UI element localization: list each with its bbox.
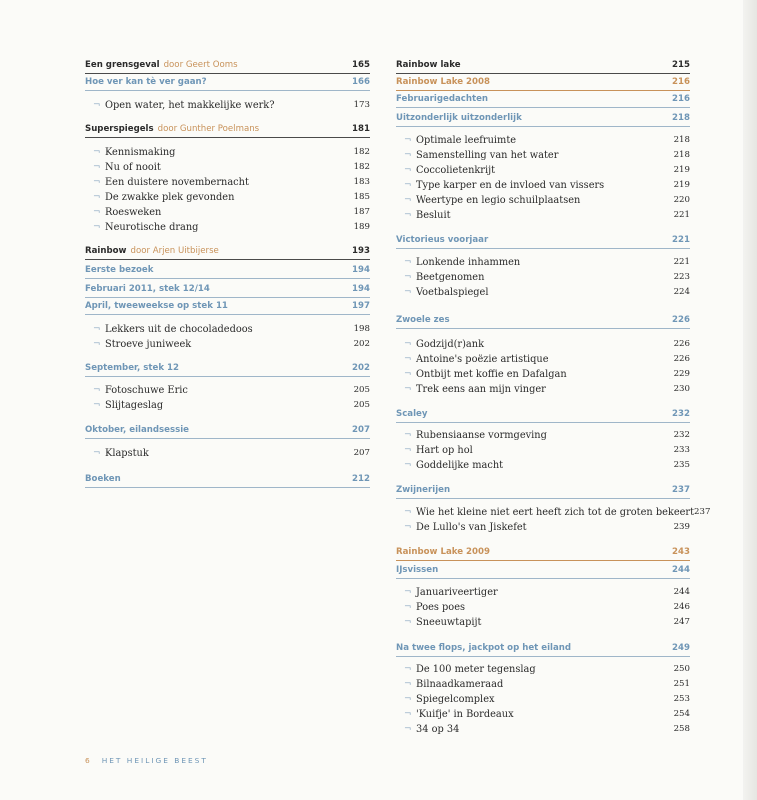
toc-page-number: 223 xyxy=(673,272,690,282)
toc-title: Lonkende inhammen xyxy=(416,257,521,268)
toc-label xyxy=(396,483,450,498)
bullet-icon: ¬ xyxy=(404,195,412,205)
toc-page-number: 221 xyxy=(673,210,690,220)
toc-label xyxy=(85,160,161,175)
toc-title: Klapstuk xyxy=(105,448,149,459)
toc-title: Neurotische drang xyxy=(105,222,199,233)
toc-section-heading xyxy=(396,641,690,657)
toc-section-heading xyxy=(396,111,690,127)
toc-label xyxy=(85,383,188,398)
toc-title: Lekkers uit de chocoladedoos xyxy=(105,324,253,335)
toc-label xyxy=(396,178,604,193)
toc-label xyxy=(396,563,438,578)
toc-entry xyxy=(85,220,370,235)
bullet-icon: ¬ xyxy=(404,709,412,719)
toc-page-number: 232 xyxy=(673,430,690,440)
toc-page-number: 233 xyxy=(673,445,690,455)
toc-page-number: 207 xyxy=(352,425,370,435)
toc-entry xyxy=(396,367,690,382)
toc-label xyxy=(396,75,490,90)
toc-page-number: 205 xyxy=(353,400,370,410)
toc-section-heading xyxy=(85,75,370,91)
toc-title: Februari 2011, stek 12/14 xyxy=(85,284,210,294)
toc-section-heading xyxy=(85,58,370,74)
toc-entry xyxy=(396,133,690,148)
toc-author: door Arjen Uitbijerse xyxy=(130,246,219,256)
toc-title: Nu of nooit xyxy=(105,162,161,173)
toc-entry xyxy=(396,337,690,352)
toc-title: Roesweken xyxy=(105,207,162,218)
toc-label xyxy=(396,313,450,328)
toc-page-number: 230 xyxy=(673,384,690,394)
toc-page-number: 218 xyxy=(672,113,690,123)
bullet-icon: ¬ xyxy=(404,210,412,220)
toc-label xyxy=(396,585,498,600)
bullet-icon: ¬ xyxy=(404,287,412,297)
page-edge xyxy=(743,0,757,800)
toc-title: Optimale leefruimte xyxy=(416,135,517,146)
toc-section-heading xyxy=(396,75,690,91)
toc-entry xyxy=(396,707,690,722)
toc-page-number: 193 xyxy=(352,246,370,256)
toc-label xyxy=(85,361,179,376)
toc-title: Trek eens aan mijn vinger xyxy=(416,384,546,395)
bullet-icon: ¬ xyxy=(404,460,412,470)
toc-page-number: 226 xyxy=(672,315,690,325)
toc-title: Rainbow Lake 2009 xyxy=(396,547,490,557)
toc-label xyxy=(396,692,495,707)
toc-page-number: 258 xyxy=(673,724,690,734)
toc-label xyxy=(85,98,275,113)
toc-title: September, stek 12 xyxy=(85,363,179,373)
toc-title: Sneeuwtapijt xyxy=(416,617,482,628)
toc-page-number: 250 xyxy=(673,664,690,674)
toc-page-number: 237 xyxy=(672,485,690,495)
toc-entry xyxy=(396,193,690,208)
toc-section-heading xyxy=(396,545,690,561)
toc-page-number: 254 xyxy=(673,709,690,719)
toc-label xyxy=(85,175,249,190)
toc-label xyxy=(396,662,536,677)
toc-title: Fotoschuwe Eric xyxy=(105,385,188,396)
toc-page-number: 246 xyxy=(673,602,690,612)
toc-section-heading xyxy=(85,472,370,488)
footer-page-number: 6 xyxy=(85,756,90,765)
bullet-icon: ¬ xyxy=(93,385,101,395)
toc-page-number: 237 xyxy=(694,507,711,517)
toc-entry xyxy=(85,190,370,205)
toc-label xyxy=(85,244,219,259)
bullet-icon: ¬ xyxy=(404,165,412,175)
toc-title: Godzijd(r)ank xyxy=(416,339,485,350)
toc-entry xyxy=(396,148,690,163)
toc-title: Slijtageslag xyxy=(105,400,164,411)
toc-title: Boeken xyxy=(85,474,121,484)
toc-page-number: 165 xyxy=(352,60,370,70)
toc-section-heading xyxy=(85,423,370,439)
toc-page-number: 185 xyxy=(353,192,370,202)
toc-section-heading xyxy=(396,483,690,499)
bullet-icon: ¬ xyxy=(404,507,412,517)
toc-entry xyxy=(396,270,690,285)
toc-label xyxy=(396,255,520,270)
toc-label xyxy=(396,270,484,285)
toc-section-heading xyxy=(396,92,690,108)
toc-page-number: 202 xyxy=(353,339,370,349)
bullet-icon: ¬ xyxy=(404,602,412,612)
toc-title: Wie het kleine niet eert heeft zich tot de groten bekeert xyxy=(416,507,695,518)
toc-label xyxy=(85,75,207,90)
toc-entry xyxy=(85,398,370,413)
toc-page-number: 239 xyxy=(673,522,690,532)
toc-title: Bilnaadkameraad xyxy=(416,679,504,690)
toc-label xyxy=(396,707,514,722)
toc-page-number: 244 xyxy=(673,587,690,597)
toc-label xyxy=(396,600,465,615)
toc-title: April, tweeweekse op stek 11 xyxy=(85,301,228,311)
toc-page-number: 226 xyxy=(673,339,690,349)
toc-label xyxy=(85,263,153,278)
toc-entry xyxy=(396,285,690,300)
toc-page-number: 218 xyxy=(673,150,690,160)
toc-title: Beetgenomen xyxy=(416,272,485,283)
toc-label xyxy=(85,299,228,314)
toc-entry xyxy=(85,337,370,352)
toc-title: 34 op 34 xyxy=(416,724,460,735)
toc-title: Hoe ver kan tè ver gaan? xyxy=(85,77,207,87)
toc-label xyxy=(396,285,489,300)
toc-label xyxy=(396,641,571,656)
toc-page-number: 249 xyxy=(672,643,690,653)
toc-entry xyxy=(85,145,370,160)
bullet-icon: ¬ xyxy=(93,324,101,334)
toc-title: Hart op hol xyxy=(416,445,473,456)
toc-title: Spiegelcomplex xyxy=(416,694,495,705)
toc-entry xyxy=(85,446,370,461)
toc-section-heading xyxy=(396,407,690,423)
toc-section-heading xyxy=(85,299,370,315)
toc-label xyxy=(396,520,527,535)
toc-title: Een grensgeval xyxy=(85,60,160,70)
toc-page-number: 197 xyxy=(352,301,370,311)
toc-label xyxy=(85,282,210,297)
bullet-icon: ¬ xyxy=(93,177,101,187)
toc-entry xyxy=(396,520,690,535)
toc-entry xyxy=(396,585,690,600)
toc-title: Scaley xyxy=(396,409,428,419)
toc-page-number: 194 xyxy=(352,265,370,275)
toc-label xyxy=(396,458,503,473)
toc-entry xyxy=(396,458,690,473)
bullet-icon: ¬ xyxy=(404,384,412,394)
toc-page-number: 226 xyxy=(673,354,690,364)
toc-title: Zwijnerijen xyxy=(396,485,451,495)
toc-title: Rainbow xyxy=(85,246,127,256)
toc-title: Januariveertiger xyxy=(416,587,498,598)
bullet-icon: ¬ xyxy=(93,100,101,110)
toc-page-number: 173 xyxy=(353,100,370,110)
bullet-icon: ¬ xyxy=(404,150,412,160)
bullet-icon: ¬ xyxy=(93,192,101,202)
toc-label xyxy=(396,722,459,737)
toc-section-heading xyxy=(85,244,370,260)
toc-label xyxy=(85,145,175,160)
toc-entry xyxy=(85,160,370,175)
toc-entry xyxy=(396,163,690,178)
toc-page-number: 215 xyxy=(672,60,690,70)
toc-page-number: 218 xyxy=(673,135,690,145)
bullet-icon: ¬ xyxy=(404,522,412,532)
toc-section-heading xyxy=(396,563,690,579)
bullet-icon: ¬ xyxy=(93,207,101,217)
toc-page-number: 229 xyxy=(673,369,690,379)
bullet-icon: ¬ xyxy=(404,369,412,379)
toc-label xyxy=(85,220,198,235)
toc-page-number: 221 xyxy=(672,235,690,245)
toc-entry xyxy=(396,677,690,692)
toc-entry xyxy=(396,178,690,193)
bullet-icon: ¬ xyxy=(404,272,412,282)
toc-page-number: 253 xyxy=(673,694,690,704)
toc-entry xyxy=(396,615,690,630)
toc-section-heading xyxy=(85,282,370,298)
toc-label xyxy=(396,337,484,352)
toc-label xyxy=(85,58,238,73)
bullet-icon: ¬ xyxy=(404,445,412,455)
toc-page-number: 207 xyxy=(353,448,370,458)
toc-label xyxy=(396,58,461,73)
toc-section-heading xyxy=(85,263,370,279)
bullet-icon: ¬ xyxy=(93,147,101,157)
toc-page-number: 247 xyxy=(673,617,690,627)
toc-label xyxy=(85,423,189,438)
toc-label xyxy=(85,205,161,220)
bullet-icon: ¬ xyxy=(404,180,412,190)
bullet-icon: ¬ xyxy=(404,257,412,267)
toc-page-number: 244 xyxy=(672,565,690,575)
toc-label xyxy=(396,352,549,367)
toc-label xyxy=(85,472,121,487)
toc-label xyxy=(396,443,473,458)
toc-page-number: 187 xyxy=(353,207,370,217)
toc-title: Open water, het makkelijke werk? xyxy=(105,100,275,111)
toc-entry xyxy=(396,255,690,270)
toc-label xyxy=(396,677,503,692)
toc-entry xyxy=(396,505,711,520)
toc-section-heading xyxy=(396,58,690,74)
toc-page-number: 212 xyxy=(352,474,370,484)
toc-title: De 100 meter tegenslag xyxy=(416,664,536,675)
toc-entry xyxy=(396,428,690,443)
toc-label xyxy=(396,382,546,397)
toc-label xyxy=(396,208,451,223)
toc-title: Na twee flops, jackpot op het eiland xyxy=(396,643,572,653)
bullet-icon: ¬ xyxy=(93,162,101,172)
toc-label xyxy=(85,398,163,413)
toc-page-number: 183 xyxy=(353,177,370,187)
toc-label xyxy=(396,148,558,163)
toc-label xyxy=(396,545,490,560)
toc-title: Kennismaking xyxy=(105,147,176,158)
toc-title: Eerste bezoek xyxy=(85,265,154,275)
bullet-icon: ¬ xyxy=(404,354,412,364)
toc-entry xyxy=(85,175,370,190)
bullet-icon: ¬ xyxy=(404,430,412,440)
toc-title: Antoine's poëzie artistique xyxy=(416,354,549,365)
page-footer xyxy=(85,756,208,765)
toc-section-heading xyxy=(85,122,370,138)
bullet-icon: ¬ xyxy=(404,679,412,689)
toc-entry xyxy=(396,662,690,677)
toc-title: Rainbow lake xyxy=(396,60,461,70)
bullet-icon: ¬ xyxy=(93,448,101,458)
toc-title: Zwoele zes xyxy=(396,315,450,325)
toc-title: Rubensiaanse vormgeving xyxy=(416,430,547,441)
toc-label xyxy=(396,615,481,630)
toc-page-number: 202 xyxy=(352,363,370,373)
toc-label xyxy=(396,133,516,148)
toc-page-number: 182 xyxy=(353,162,370,172)
toc-entry xyxy=(396,382,690,397)
toc-title: 'Kuifje' in Bordeaux xyxy=(416,709,514,720)
toc-title: Uitzonderlijk uitzonderlijk xyxy=(396,113,522,123)
toc-page-number: 205 xyxy=(353,385,370,395)
bullet-icon: ¬ xyxy=(404,135,412,145)
toc-entry xyxy=(396,443,690,458)
toc-title: De Lullo's van Jiskefet xyxy=(416,522,527,533)
toc-page-number: 216 xyxy=(672,77,690,87)
bullet-icon: ¬ xyxy=(404,339,412,349)
toc-title: De zwakke plek gevonden xyxy=(105,192,235,203)
bullet-icon: ¬ xyxy=(93,400,101,410)
toc-section-heading xyxy=(85,361,370,377)
toc-page-number: 224 xyxy=(673,287,690,297)
toc-entry xyxy=(396,600,690,615)
toc-page-number: 220 xyxy=(673,195,690,205)
bullet-icon: ¬ xyxy=(404,617,412,627)
toc-page-number: 221 xyxy=(673,257,690,267)
toc-label xyxy=(396,407,427,422)
toc-entry xyxy=(396,692,690,707)
bullet-icon: ¬ xyxy=(93,222,101,232)
toc-title: Ontbijt met koffie en Dafalgan xyxy=(416,369,567,380)
toc-page-number: 235 xyxy=(673,460,690,470)
toc-section-heading xyxy=(396,313,690,329)
toc-page-number: 219 xyxy=(673,165,690,175)
toc-title: Februarigedachten xyxy=(396,94,489,104)
toc-label xyxy=(396,505,694,520)
toc-title: Coccolietenkrijt xyxy=(416,165,496,176)
bullet-icon: ¬ xyxy=(404,724,412,734)
toc-label xyxy=(85,122,259,137)
toc-label xyxy=(85,337,191,352)
toc-label xyxy=(396,163,495,178)
toc-page-number: 251 xyxy=(673,679,690,689)
toc-label xyxy=(85,322,253,337)
toc-page-number: 182 xyxy=(353,147,370,157)
toc-title: Rainbow Lake 2008 xyxy=(396,77,490,87)
toc-title: IJsvissen xyxy=(396,565,439,575)
toc-title: Stroeve juniweek xyxy=(105,339,192,350)
toc-label xyxy=(396,233,488,248)
toc-title: Een duistere novembernacht xyxy=(105,177,249,188)
toc-page-number: 194 xyxy=(352,284,370,294)
toc-title: Oktober, eilandsessie xyxy=(85,425,189,435)
toc-entry xyxy=(85,383,370,398)
toc-entry xyxy=(85,205,370,220)
toc-entry xyxy=(396,208,690,223)
toc-label xyxy=(396,193,580,208)
toc-title: Type karper en de invloed van vissers xyxy=(416,180,605,191)
toc-page-number: 219 xyxy=(673,180,690,190)
toc-label xyxy=(396,367,567,382)
toc-page-number: 181 xyxy=(352,124,370,134)
footer-book-title: HET HEILIGE BEEST xyxy=(101,756,208,765)
toc-title: Goddelijke macht xyxy=(416,460,504,471)
toc-title: Poes poes xyxy=(416,602,466,613)
toc-page-number: 216 xyxy=(672,94,690,104)
toc-label xyxy=(396,111,522,126)
toc-label xyxy=(85,190,234,205)
bullet-icon: ¬ xyxy=(404,694,412,704)
toc-author: door Geert Ooms xyxy=(163,60,238,70)
toc-label xyxy=(396,428,547,443)
toc-page-number: 232 xyxy=(672,409,690,419)
toc-title: Samenstelling van het water xyxy=(416,150,559,161)
toc-title: Weertype en legio schuilplaatsen xyxy=(416,195,581,206)
toc-entry xyxy=(85,322,370,337)
toc-page-number: 189 xyxy=(353,222,370,232)
toc-title: Voetbalspiegel xyxy=(416,287,489,298)
toc-title: Superspiegels xyxy=(85,124,154,134)
toc-entry xyxy=(396,352,690,367)
toc-author: door Gunther Poelmans xyxy=(157,124,260,134)
toc-entry xyxy=(85,98,370,113)
toc-label xyxy=(85,446,149,461)
toc-section-heading xyxy=(396,233,690,249)
bullet-icon: ¬ xyxy=(404,664,412,674)
toc-title: Victorieus voorjaar xyxy=(396,235,489,245)
toc-page-number: 166 xyxy=(352,77,370,87)
toc-label xyxy=(396,92,488,107)
bullet-icon: ¬ xyxy=(404,587,412,597)
toc-page-number: 198 xyxy=(353,324,370,334)
bullet-icon: ¬ xyxy=(93,339,101,349)
toc-title: Besluit xyxy=(416,210,451,221)
toc-entry xyxy=(396,722,690,737)
toc-page-number: 243 xyxy=(672,547,690,557)
